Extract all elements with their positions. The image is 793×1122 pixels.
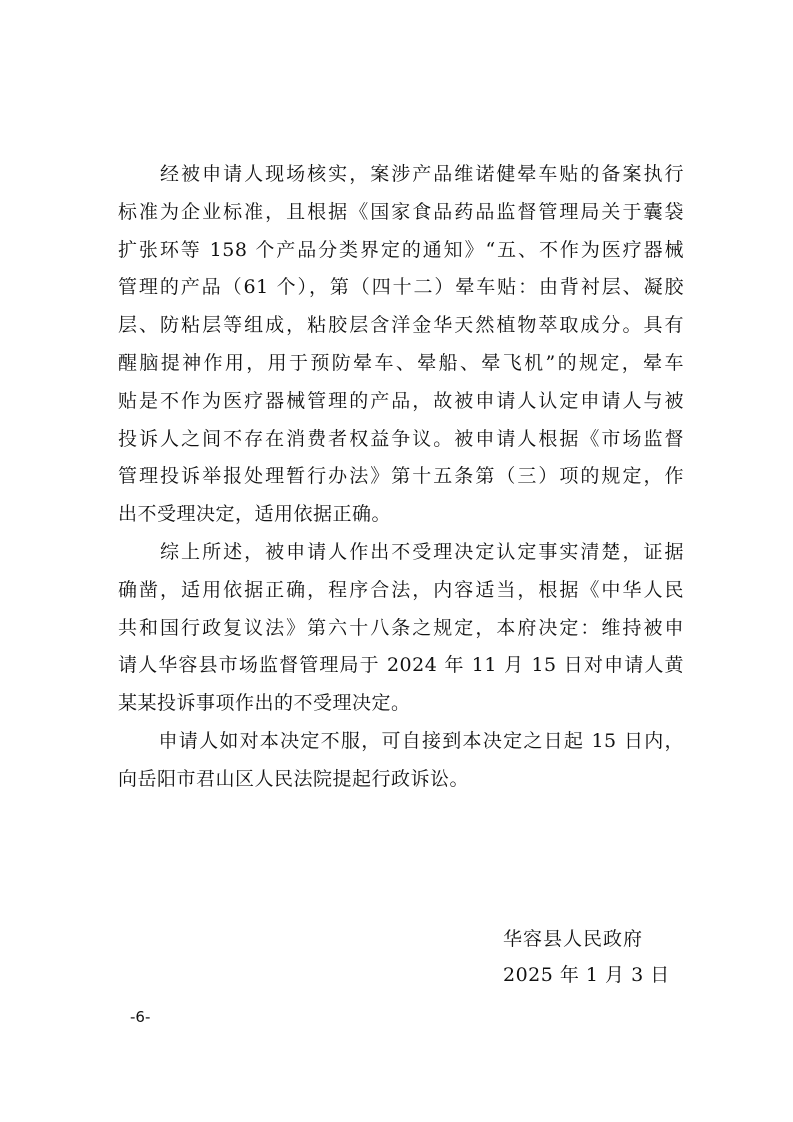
text-line: 某某投诉事项作出的不受理决定。 (118, 692, 411, 715)
text-line: 投诉人之间不存在消费者权益争议。被申请人根据《市场监督 (118, 427, 684, 450)
paragraph-appeal-notice (118, 723, 684, 799)
text-line: 出不受理决定，适用依据正确。 (118, 503, 392, 526)
text-line: 经被申请人现场核实，案涉产品维诺健晕车贴的备案执行 (118, 163, 684, 185)
text-line: 向岳阳市君山区人民法院提起行政诉讼。 (118, 767, 470, 790)
paragraph-fact-findings (118, 156, 684, 534)
text-line: 共和国行政复议法》第六十八条之规定，本府决定：维持被申 (118, 616, 684, 639)
text-line: 综上所述，被申请人作出不受理决定认定事实清楚，证据 (118, 540, 684, 563)
text-line: 管理的产品（61 个），第（四十二）晕车贴：由背衬层、凝胶 (118, 276, 684, 299)
signature-block (503, 921, 683, 993)
text-line: 醒脑提神作用，用于预防晕车、晕船、晕飞机”的规定，晕车 (118, 351, 684, 374)
document-body (118, 156, 684, 799)
text-line: 请人华容县市场监督管理局于 2024 年 11 月 15 日对申请人黄 (118, 654, 684, 677)
page-number: -6- (130, 1008, 151, 1026)
text-line: 层、防粘层等组成，粘胶层含洋金华天然植物萃取成分。具有 (118, 314, 684, 337)
text-line: 申请人如对本决定不服，可自接到本决定之日起 15 日内， (118, 729, 684, 752)
text-line: 管理投诉举报处理暂行办法》第十五条第（三）项的规定，作 (118, 465, 684, 488)
issuing-organization: 华容县人民政府 (503, 928, 644, 950)
text-line: 贴是不作为医疗器械管理的产品，故被申请人认定申请人与被 (118, 389, 684, 412)
issue-date: 2025 年 1 月 3 日 (503, 964, 670, 986)
text-line: 扩张环等 158 个产品分类界定的通知》“五、不作为医疗器械 (118, 238, 684, 261)
paragraph-conclusion (118, 534, 684, 723)
text-line: 确凿，适用依据正确，程序合法，内容适当，根据《中华人民 (118, 578, 684, 601)
text-line: 标准为企业标准，且根据《国家食品药品监督管理局关于囊袋 (118, 200, 684, 223)
